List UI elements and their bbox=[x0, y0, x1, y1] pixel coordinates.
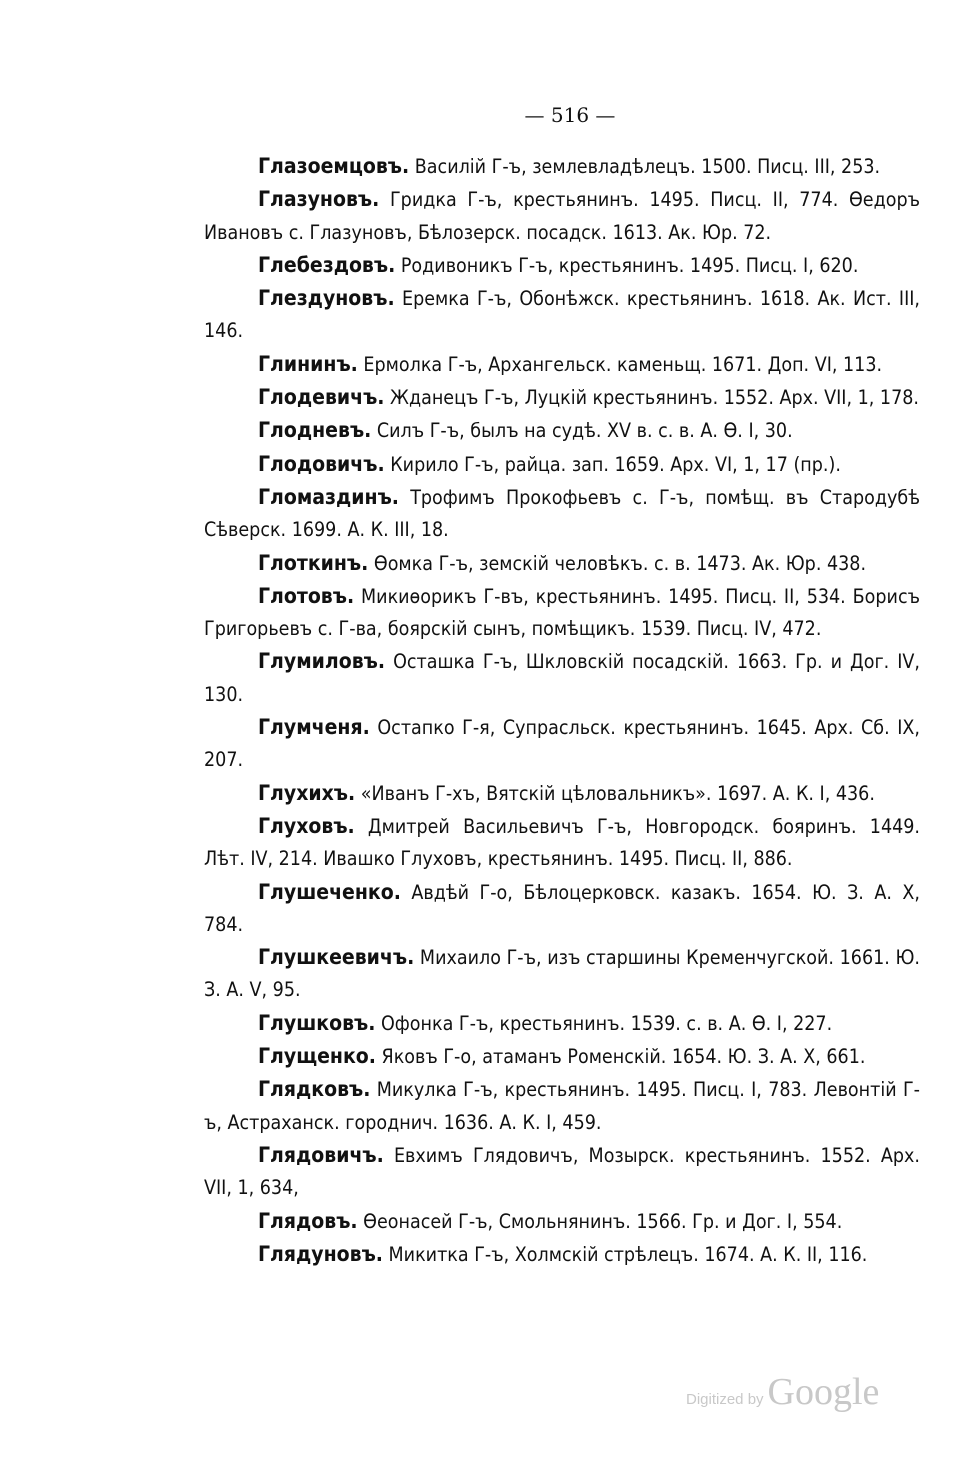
entry bbox=[204, 1238, 920, 1271]
entry-name: Глуховъ. bbox=[258, 813, 355, 838]
entry-name: Глухихъ. bbox=[258, 780, 356, 805]
entry-text: Микитка Г-ъ, Холмскій стрѣлецъ. 1674. А. К. II, 116. bbox=[382, 1242, 868, 1266]
entry-name: Глядовъ. bbox=[258, 1208, 358, 1233]
entry-text: Кирило Г-ъ, райца. зап. 1659. Арх. VI, 1, 17 (пр.). bbox=[384, 452, 841, 476]
entries bbox=[204, 150, 920, 1271]
entry-text: Ермолка Г-ъ, Архангельск. каменьщ. 1671. Доп. VI, 113. bbox=[357, 352, 883, 376]
entry-name: Глумиловъ. bbox=[258, 649, 386, 674]
entry bbox=[204, 645, 920, 711]
entry bbox=[204, 580, 920, 646]
entry-text: «Иванъ Г-хъ, Вятскій цѣловальникъ». 1697. А. К. I, 436. bbox=[355, 781, 875, 805]
entry bbox=[204, 414, 920, 447]
entry-name: Глущенко. bbox=[258, 1044, 376, 1069]
entry-name: Глотовъ. bbox=[258, 583, 355, 608]
entry-text: Микиѳорикъ Г-въ, крестьянинъ. 1495. Писц. II, 534. Борисъ Григорьевъ с. Г-ва, боярскій сынъ, помѣщикъ. 1539. Писц. IV, 472. bbox=[204, 584, 920, 641]
entry bbox=[204, 150, 920, 183]
entry-name: Глининъ. bbox=[258, 351, 358, 376]
entry-text: Жданецъ Г-ъ, Луцкій крестьянинъ. 1552. Арх. VII, 1, 178. bbox=[384, 386, 919, 410]
entry-text: Еремка Г-ъ, Обонѣжск. крестьянинъ. 1618. Ак. Ист. III, 146. bbox=[204, 287, 920, 343]
entry-name: Глумченя. bbox=[258, 715, 370, 740]
entry-name: Глодевичъ. bbox=[258, 385, 385, 410]
entry bbox=[204, 547, 920, 580]
entry-text: Силъ Г-ъ, былъ на судѣ. XV в. с. в. А. Ѳ. I, 30. bbox=[371, 419, 793, 443]
entry-name: Глушкеевичъ. bbox=[258, 945, 415, 970]
entry bbox=[204, 1073, 920, 1139]
watermark bbox=[686, 1370, 896, 1414]
entry-name: Глушеченко. bbox=[258, 879, 401, 904]
entry-text: Остапко Г-я, Супрасльск. крестьянинъ. 1645. Арх. Сб. IX, 207. bbox=[204, 716, 920, 772]
entry-text: Дмитрей Васильевичъ Г-ъ, Новгородск. бояринъ. 1449. Лѣт. IV, 214. Ивашко Глуховъ, крестьянинъ. 1495. Писц. II, 886. bbox=[204, 814, 920, 871]
entry-text: Микулка Г-ъ, крестьянинъ. 1495. Писц. I, 783. Левонтій Г-ъ, Астраханск. городнич. 1636. А. К. I, 459. bbox=[204, 1078, 920, 1134]
entry bbox=[204, 183, 920, 249]
entry bbox=[204, 1007, 920, 1040]
entry-name: Глушковъ. bbox=[258, 1010, 376, 1035]
entry bbox=[204, 348, 920, 381]
entry-name: Глазоемцовъ. bbox=[258, 154, 410, 178]
entry-name: Гломаздинъ. bbox=[258, 484, 399, 509]
entry-text: Евхимъ Глядовичъ, Мозырск. крестьянинъ. 1552. Арх. VII, 1, 634, bbox=[204, 1143, 920, 1200]
google-logo: Google bbox=[767, 1371, 880, 1413]
page-number: — 516 — bbox=[524, 103, 616, 127]
entry-name: Глядуновъ. bbox=[258, 1241, 383, 1266]
entry-name: Глазуновъ. bbox=[258, 187, 380, 212]
entry bbox=[204, 282, 920, 348]
entry bbox=[204, 249, 920, 282]
entry bbox=[204, 876, 920, 942]
entry-name: Глебездовъ. bbox=[258, 252, 396, 277]
entry-text: Осташка Г-ъ, Шкловскій посадскій. 1663. Гр. и Дог. IV, 130. bbox=[204, 650, 920, 706]
entry-name: Глоткинъ. bbox=[258, 550, 369, 575]
entry bbox=[204, 1205, 920, 1238]
entry bbox=[204, 941, 920, 1007]
entry-text: Михаило Г-ъ, изъ старшины Кременчугской. 1661. Ю. З. А. V, 95. bbox=[204, 946, 920, 1002]
entry-text: Ѳеонасей Г-ъ, Смольнянинъ. 1566. Гр. и Дог. I, 554. bbox=[357, 1209, 843, 1233]
entry-text: Гридка Г-ъ, крестьянинъ. 1495. Писц. II, 774. Ѳедоръ Ивановъ с. Глазуновъ, Бѣлозерск. посадск. 1613. Ак. Юр. 72. bbox=[204, 188, 920, 244]
entry-text: Родивоникъ Г-ъ, крестьянинъ. 1495. Писц. I, 620. bbox=[395, 253, 859, 277]
entry bbox=[204, 381, 920, 414]
entry-name: Глодневъ. bbox=[258, 418, 372, 443]
entry-text: Ѳомка Г-ъ, земскій человѣкъ. с. в. 1473. Ак. Юр. 438. bbox=[368, 551, 867, 575]
entry-name: Глездуновъ. bbox=[258, 286, 395, 311]
watermark-prefix: Digitized by bbox=[686, 1391, 764, 1408]
entry-name: Глядовичъ. bbox=[258, 1142, 384, 1167]
entry-text: Василій Г-ъ, землевладѣлецъ. 1500. Писц. III, 253. bbox=[409, 155, 881, 178]
entry-text: Яковъ Г-о, атаманъ Роменскій. 1654. Ю. З. А. X, 661. bbox=[375, 1045, 866, 1069]
entry-name: Глядковъ. bbox=[258, 1077, 371, 1102]
entry bbox=[204, 1040, 920, 1073]
entry-name: Глодовичъ. bbox=[258, 451, 385, 476]
entry-text: Авдѣй Г-о, Бѣлоцерковск. казакъ. 1654. Ю. З. А. X, 784. bbox=[204, 880, 920, 936]
entry-text: Трофимъ Прокофьевъ с. Г-ъ, помѣщ. въ Стародубѣ Сѣверск. 1699. А. К. III, 18. bbox=[204, 485, 920, 542]
entry-text: Офонка Г-ъ, крестьянинъ. 1539. с. в. А. Ѳ. I, 227. bbox=[375, 1011, 833, 1035]
entry bbox=[204, 777, 920, 810]
entry bbox=[204, 711, 920, 777]
entry bbox=[204, 448, 920, 481]
entry bbox=[204, 1139, 920, 1205]
entry bbox=[204, 810, 920, 876]
entry bbox=[204, 481, 920, 547]
